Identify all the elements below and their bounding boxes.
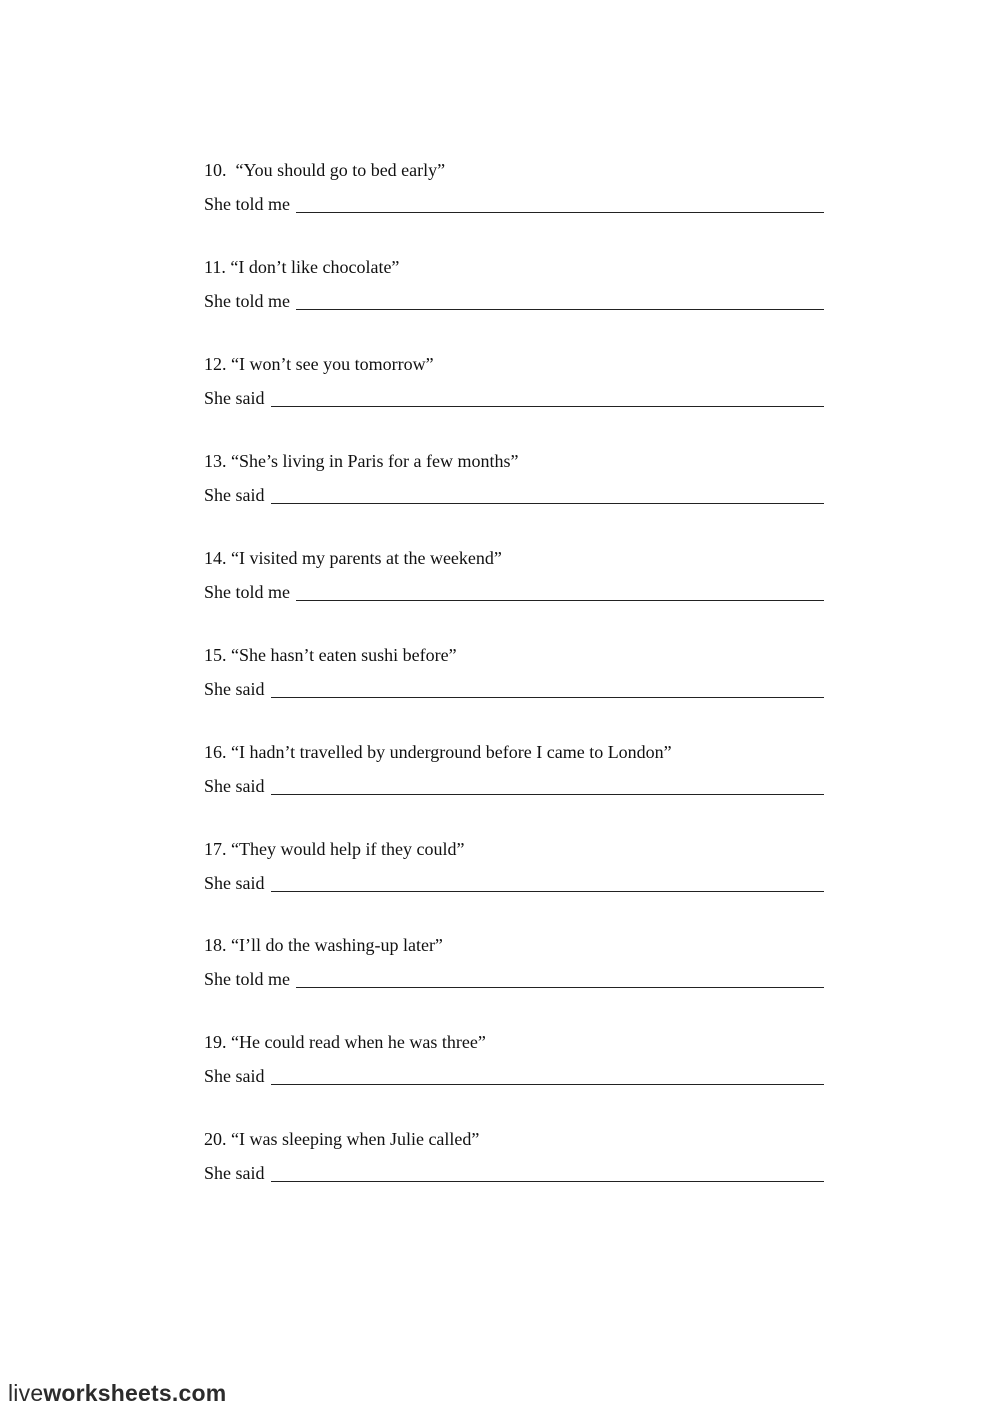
prompt-text: 15. “She hasn’t eaten sushi before”	[204, 645, 457, 665]
answer-label: She said	[204, 1163, 265, 1183]
answer-input-11[interactable]	[296, 289, 824, 310]
answer-input-20[interactable]	[271, 1161, 825, 1182]
answer-label: She said	[204, 485, 265, 505]
prompt-text: 13. “She’s living in Paris for a few months”	[204, 451, 519, 471]
exercise-item-13	[204, 450, 824, 510]
exercise-item-11	[204, 256, 824, 316]
answer-input-16[interactable]	[271, 774, 825, 795]
exercise-item-20	[204, 1128, 824, 1188]
answer-row	[204, 288, 824, 312]
prompt-text: 17. “They would help if they could”	[204, 839, 465, 859]
exercise-item-19	[204, 1031, 824, 1091]
prompt-text: 10. “You should go to bed early”	[204, 160, 446, 180]
answer-row	[204, 191, 824, 215]
answer-input-19[interactable]	[271, 1064, 825, 1085]
prompt-text: 20. “I was sleeping when Julie called”	[204, 1129, 480, 1149]
answer-input-18[interactable]	[296, 967, 824, 988]
answer-row	[204, 773, 824, 797]
prompt-text: 12. “I won’t see you tomorrow”	[204, 354, 434, 374]
exercise-item-18	[204, 934, 824, 994]
answer-label: She told me	[204, 194, 290, 214]
answer-label: She said	[204, 873, 265, 893]
answer-row	[204, 385, 824, 409]
prompt-text: 14. “I visited my parents at the weekend”	[204, 548, 502, 568]
logo-text-live: live	[8, 1380, 44, 1406]
answer-row	[204, 579, 824, 603]
exercise-item-14	[204, 547, 824, 607]
exercise-item-10	[204, 159, 824, 219]
logo-text-worksheets: worksheets.com	[43, 1380, 227, 1406]
answer-input-10[interactable]	[296, 192, 824, 213]
exercise-item-12	[204, 353, 824, 413]
exercise-item-15	[204, 644, 824, 704]
answer-row	[204, 870, 824, 894]
answer-row	[204, 1063, 824, 1087]
answer-input-15[interactable]	[271, 677, 825, 698]
prompt-text: 11. “I don’t like chocolate”	[204, 257, 400, 277]
answer-input-17[interactable]	[271, 871, 825, 892]
prompt-text: 19. “He could read when he was three”	[204, 1032, 486, 1052]
answer-input-13[interactable]	[271, 483, 825, 504]
exercise-item-16	[204, 741, 824, 801]
answer-row	[204, 1160, 824, 1184]
answer-label: She said	[204, 679, 265, 699]
prompt-text: 16. “I hadn’t travelled by underground before I came to London”	[204, 742, 672, 762]
answer-row	[204, 482, 824, 506]
prompt-text: 18. “I’ll do the washing-up later”	[204, 935, 443, 955]
answer-label: She told me	[204, 582, 290, 602]
answer-row	[204, 966, 824, 990]
answer-label: She told me	[204, 291, 290, 311]
answer-input-12[interactable]	[271, 386, 825, 407]
answer-label: She told me	[204, 969, 290, 989]
liveworksheets-logo	[8, 1378, 226, 1408]
exercise-item-17	[204, 838, 824, 898]
answer-row	[204, 676, 824, 700]
answer-label: She said	[204, 776, 265, 796]
answer-input-14[interactable]	[296, 580, 824, 601]
answer-label: She said	[204, 388, 265, 408]
answer-label: She said	[204, 1066, 265, 1086]
